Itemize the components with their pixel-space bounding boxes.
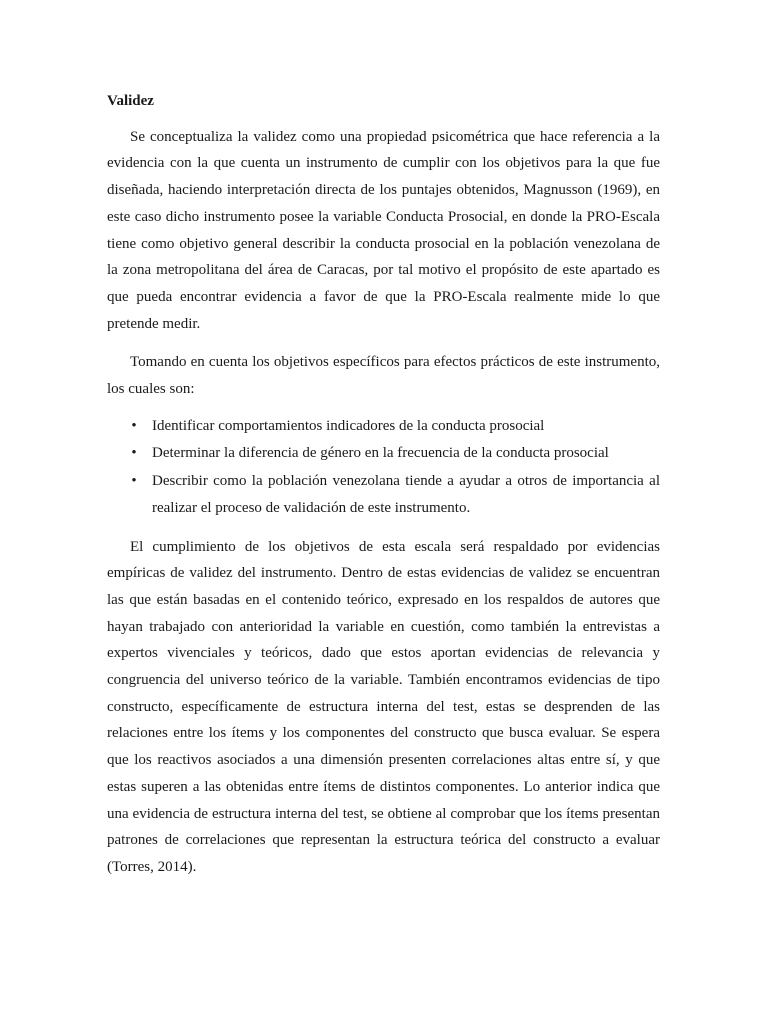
list-item-text: Identificar comportamientos indicadores de la conducta prosocial xyxy=(152,417,545,434)
bullet-icon: • xyxy=(131,473,137,490)
list-item xyxy=(107,468,660,521)
list-item-text: Describir como la población venezolana tiende a ayudar a otros de importancia al realizar el proceso de validación de este instrumento. xyxy=(152,473,660,516)
paragraph-objectives-intro: Tomando en cuenta los objetivos específicos para efectos prácticos de este instrumento, los cuales son: xyxy=(107,354,660,398)
paragraph-evidence: El cumplimiento de los objetivos de esta escala será respaldado por evidencias empíricas de validez del instrumento. Dentro de estas evidencias de validez se encuentran las que están basadas en el contenido teórico, expresado en los respaldos de autores que hayan trabajado con anterioridad la variable en cuestión, como también la entrevistas a expertos vivenciales y teóricos, dado que estos aportan evidencias de relevancia y congruencia del universo teórico de la variable. También encontramos evidencias de tipo constructo, específicamente de estructura interna del test, estas se desprenden de las relaciones entre los ítems y los componentes del constructo que busca evaluar. Se espera que los reactivos asociados a una dimensión presenten correlaciones altas entre sí, y que estas superen a las obtenidas entre ítems de distintos componentes. Lo anterior indica que una evidencia de estructura interna del test, se obtiene al comprobar que los ítems presentan patrones de correlaciones que representan la estructura teórica del constructo a evaluar (Torres, 2014). xyxy=(107,538,660,875)
paragraph-validity-definition: Se conceptualiza la validez como una propiedad psicométrica que hace referencia a la evidencia con la que cuenta un instrumento de cumplir con los objetivos para la que fue diseñada, haciendo interpretación directa de los puntajes obtenidos, Magnusson (1969), en este caso dicho instrumento posee la variable Conducta Prosocial, en donde la PRO-Escala tiene como objetivo general describir la conducta prosocial en la población venezolana de la zona metropolitana del área de Caracas, por tal motivo el propósito de este apartado es que pueda encontrar evidencia a favor de que la PRO-Escala realmente mide lo que pretende medir. xyxy=(107,128,660,332)
list-item xyxy=(107,413,660,440)
list-item-text: Determinar la diferencia de género en la frecuencia de la conducta prosocial xyxy=(152,445,609,462)
bullet-icon: • xyxy=(131,417,137,434)
objectives-list xyxy=(107,413,660,522)
list-item xyxy=(107,440,660,467)
section-heading: Validez xyxy=(107,93,154,109)
document-page xyxy=(107,88,660,881)
bullet-icon: • xyxy=(131,445,137,462)
